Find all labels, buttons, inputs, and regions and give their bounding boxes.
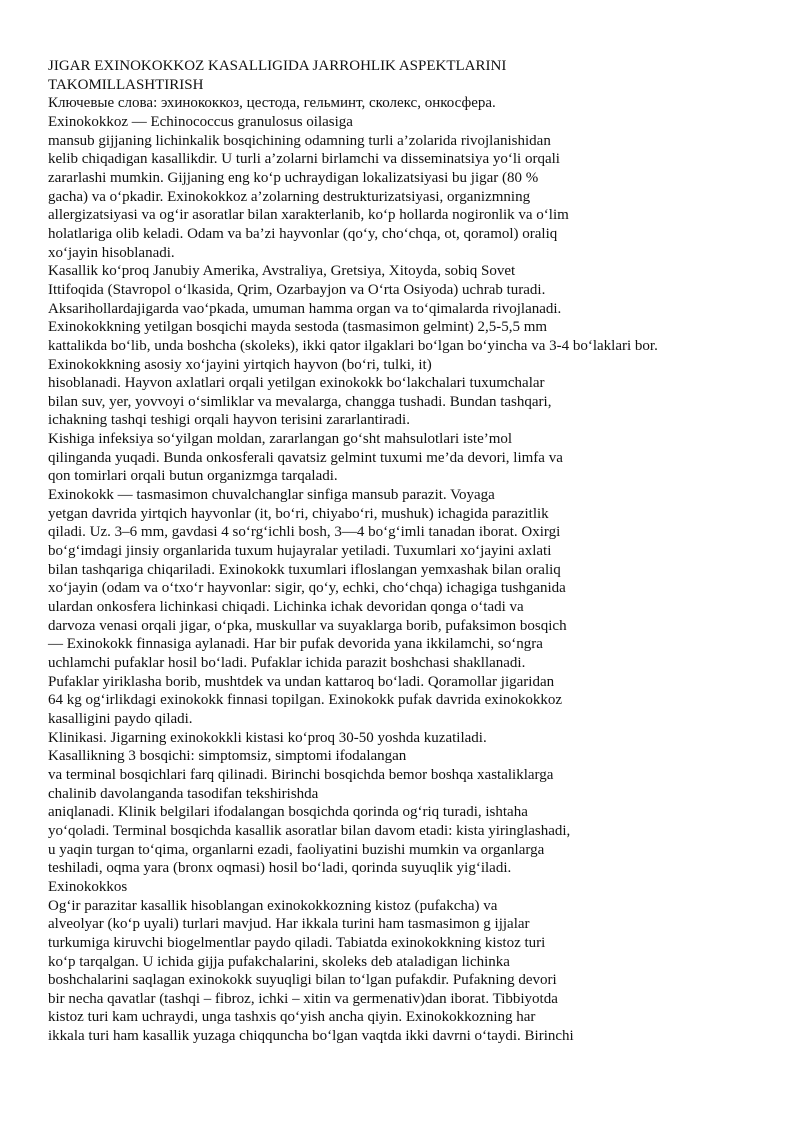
text-line: bir necha qavatlar (tashqi – fibroz, ichki – xitin va germenativ)dan iborat. Tibbiyotda: [48, 990, 558, 1007]
text-line: Ittifoqida (Stavropol o‘lkasida, Qrim, Ozarbayjon va O‘rta Osiyoda) uchrab turadi.: [48, 281, 546, 298]
text-line: ikkala turi ham kasallik yuzaga chiqquncha bo‘lgan vaqtda ikki davrni o‘taydi. Birinchi: [48, 1028, 574, 1045]
text-line: qilinganda yuqadi. Bunda onkosferali qavatsiz gelmint tuxumi me’da devori, limfa va: [48, 449, 563, 466]
text-line: qiladi. Uz. 3–6 mm, gavdasi 4 so‘rg‘ichli bosh, 3—4 bo‘g‘imli tanadan iborat. Oxirgi: [48, 524, 561, 541]
text-line: — Exinokokk finnasiga aylanadi. Har bir pufak devorida yana ikkilamchi, so‘ngra: [48, 636, 543, 653]
text-line: ko‘p tarqalgan. U ichida gijja pufakchalarini, skoleks deb ataladigan lichinka: [48, 953, 510, 970]
text-line: ichakning tashqi teshigi orqali hayvon terisini zararlantiradi.: [48, 412, 410, 429]
text-line: turkumiga kiruvchi biogelmentlar paydo qiladi. Tabiatda exinokokkning kistoz turi: [48, 934, 546, 951]
text-line: holatlariga olib keladi. Odam va ba’zi hayvonlar (qo‘y, cho‘chqa, ot, qoramol) oraliq: [48, 225, 558, 242]
text-line: yo‘qoladi. Terminal bosqichda kasallik asoratlar bilan davom etadi: kista yiringlashadi,: [48, 822, 571, 839]
text-line: teshiladi, oqma yara (bronx oqmasi) hosil bo‘ladi, qorinda suyuqlik yig‘iladi.: [48, 860, 512, 877]
text-line: hisoblanadi. Hayvon axlatlari orqali yetilgan exinokokk bo‘lakchalari tuxumchalar: [48, 375, 545, 392]
text-line: Exinokokkning asosiy xo‘jayini yirtqich hayvon (bo‘ri, tulki, it): [48, 356, 432, 373]
text-line: va terminal bosqichlari farq qilinadi. Birinchi bosqichda bemor boshqa xastaliklarga: [48, 766, 554, 783]
text-line: Exinokokkoz — Echinococcus granulosus oilasiga: [48, 113, 353, 130]
text-line: boshchalarini saqlagan exinokokk suyuqligi bilan to‘lgan pufakdir. Pufakning devori: [48, 972, 557, 989]
text-line: aniqlanadi. Klinik belgilari ifodalangan bosqichda qorinda og‘riq turadi, ishtaha: [48, 804, 528, 821]
text-line: Ключевые слова: эхинококкоз, цестода, гельминт, сколекс, онкосфера.: [48, 95, 496, 112]
text-line: Pufaklar yiriklasha borib, mushtdek va undan kattaroq bo‘ladi. Qoramollar jigaridan: [48, 673, 555, 690]
text-line: Aksarihollardajigarda vao‘pkada, umuman hamma organ va to‘qimalarda rivojlanadi.: [48, 300, 562, 317]
text-line: yetgan davrida yirtqich hayvonlar (it, bo‘ri, chiyabo‘ri, mushuk) ichagida parazitlik: [48, 505, 549, 522]
text-line: allergizatsiyasi va og‘ir asoratlar bilan xarakterlanib, ko‘p hollarda nogironlik va o‘lim: [48, 207, 569, 224]
text-line: kelib chiqadigan kasallikdir. U turli a’zolarni birlamchi va disseminatsiya yo‘li orqali: [48, 151, 560, 168]
text-line: 64 kg og‘irlikdagi exinokokk finnasi topilgan. Exinokokk pufak davrida exinokokkoz: [48, 692, 563, 709]
text-line: Kishiga infeksiya so‘yilgan moldan, zararlangan go‘sht mahsulotlari iste’mol: [48, 431, 513, 448]
text-line: Kasallik ko‘proq Janubiy Amerika, Avstraliya, Gretsiya, Xitoyda, sobiq Sovet: [48, 263, 516, 280]
text-line: mansub gijjaning lichinkalik bosqichining odamning turli a’zolarida rivojlanishidan: [48, 132, 551, 149]
text-line: Exinokokk — tasmasimon chuvalchanglar sinfiga mansub parazit. Voyaga: [48, 487, 495, 504]
text-line: Kasallikning 3 bosqichi: simptomsiz, simptomi ifodalangan: [48, 748, 407, 765]
text-line: darvoza venasi orqali jigar, o‘pka, muskullar va suyaklarga borib, pufaksimon bosqich: [48, 617, 567, 634]
text-line: zararlashi mumkin. Gijjaning eng ko‘p uchraydigan lokalizatsiyasi bu jigar (80 %: [48, 169, 539, 186]
text-line: kattalikda bo‘lib, unda boshcha (skoleks), ikki qator ilgaklari bo‘lgan bo‘yincha va 3-4 bo‘laklari bor.: [48, 337, 658, 354]
text-line: ulardan onkosfera lichinkasi chiqadi. Lichinka ichak devoridan qonga o‘tadi va: [48, 599, 524, 616]
text-line: bilan suv, yer, yovvoyi o‘simliklar va mevalarga, changga tushadi. Bundan tashqari,: [48, 393, 552, 410]
text-line: qon tomirlari orqali butun organizmga tarqaladi.: [48, 468, 338, 485]
text-line: alveolyar (ko‘p uyali) turlari mavjud. Har ikkala turini ham tasmasimon g ijjalar: [48, 916, 530, 933]
text-line: kistoz turi kam uchraydi, unga tashxis qo‘yish ancha qiyin. Exinokokkozning har: [48, 1009, 536, 1026]
text-line: xo‘jayin hisoblanadi.: [48, 244, 175, 261]
text-line: chalinib davolanganda tasodifan tekshirishda: [48, 785, 319, 802]
text-line: kasalligini paydo qiladi.: [48, 710, 193, 727]
text-line: xo‘jayin (odam va o‘txo‘r hayvonlar: sigir, qo‘y, echki, cho‘chqa) ichagiga tushganida: [48, 580, 566, 597]
document-text: [48, 57, 788, 1046]
text-line: Exinokokkning yetilgan bosqichi mayda sestoda (tasmasimon gelmint) 2,5-5,5 mm: [48, 319, 548, 336]
text-line: uchlamchi pufaklar hosil bo‘ladi. Pufaklar ichida parazit boshchasi shakllanadi.: [48, 655, 526, 671]
text-line: gacha) va o‘pkadir. Exinokokkoz a’zolarning destrukturizatsiyasi, organizmning: [48, 188, 531, 205]
text-line: bo‘g‘imdagi jinsiy organlarida tuxum hujayralar yetiladi. Tuxumlari xo‘jayini axlati: [48, 543, 552, 560]
text-line: Klinikasi. Jigarning exinokokkli kistasi ko‘proq 30-50 yoshda kuzatiladi.: [48, 729, 487, 746]
text-line: bilan tashqariga chiqariladi. Exinokokk tuxumlari ifloslangan yemxashak bilan oraliq: [48, 561, 561, 578]
document-title-line: TAKOMILLASHTIRISH: [48, 76, 204, 93]
text-line: u yaqin turgan to‘qima, organlarni ezadi, faoliyatini buzishi mumkin va organlarga: [48, 841, 545, 858]
text-line: Og‘ir parazitar kasallik hisoblangan exinokokkozning kistoz (pufakcha) va: [48, 897, 498, 914]
text-line: Exinokokkos: [48, 878, 128, 895]
document-title-line: JIGAR EXINOKOKKOZ KASALLIGIDA JARROHLIK ASPEKTLARINI: [48, 58, 507, 74]
